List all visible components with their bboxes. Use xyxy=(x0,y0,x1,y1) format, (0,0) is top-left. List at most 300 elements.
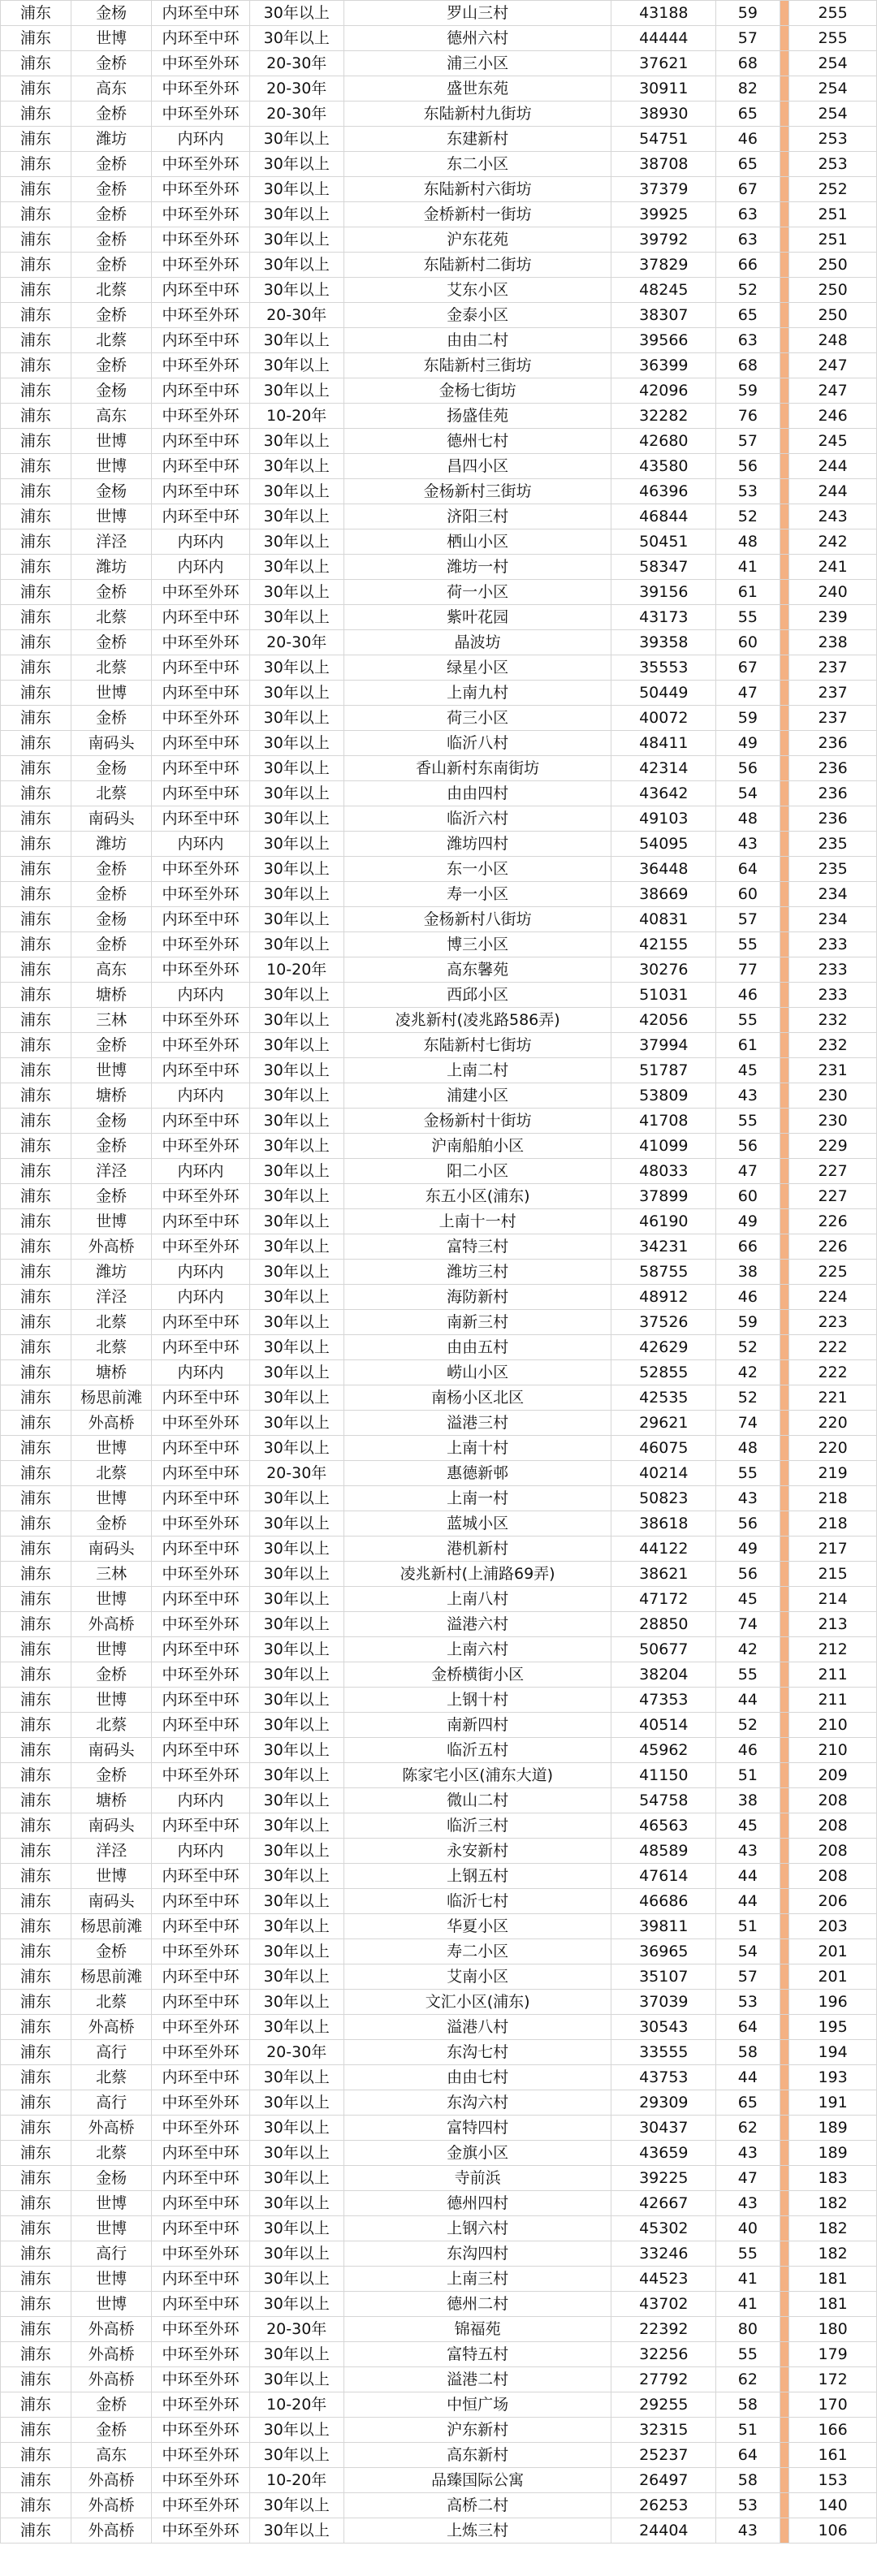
community-cell: 德州六村 xyxy=(343,26,611,51)
table-row xyxy=(1,127,877,152)
score-cell: 243 xyxy=(789,504,877,529)
community-cell: 东二小区 xyxy=(343,152,611,177)
marker-cell xyxy=(780,1134,789,1159)
area-cell: 金桥 xyxy=(71,102,151,127)
count-cell: 56 xyxy=(716,1562,780,1587)
district-cell: 浦东 xyxy=(1,2392,71,2418)
count-cell: 57 xyxy=(716,26,780,51)
marker-cell xyxy=(780,1763,789,1788)
count-cell: 53 xyxy=(716,479,780,504)
score-cell: 235 xyxy=(789,832,877,857)
price-cell: 50823 xyxy=(611,1486,716,1511)
ring-cell: 内环至中环 xyxy=(152,2216,249,2241)
score-cell: 251 xyxy=(789,227,877,253)
price-cell: 37829 xyxy=(611,253,716,278)
marker-cell xyxy=(780,2493,789,2518)
score-cell: 189 xyxy=(789,2116,877,2141)
community-cell: 盛世东苑 xyxy=(343,76,611,102)
age-cell: 30年以上 xyxy=(249,1511,343,1537)
score-cell: 223 xyxy=(789,1310,877,1335)
ring-cell: 中环至外环 xyxy=(152,102,249,127)
table-row xyxy=(1,1385,877,1411)
district-cell: 浦东 xyxy=(1,983,71,1008)
age-cell: 30年以上 xyxy=(249,2493,343,2518)
table-row xyxy=(1,1914,877,1939)
price-cell: 44444 xyxy=(611,26,716,51)
area-cell: 潍坊 xyxy=(71,832,151,857)
score-cell: 237 xyxy=(789,655,877,681)
marker-cell xyxy=(780,655,789,681)
score-cell: 233 xyxy=(789,957,877,983)
community-cell: 东陆新村七街坊 xyxy=(343,1033,611,1058)
area-cell: 金桥 xyxy=(71,630,151,655)
price-cell: 33246 xyxy=(611,2241,716,2267)
ring-cell: 中环至外环 xyxy=(152,1562,249,1587)
age-cell: 30年以上 xyxy=(249,1486,343,1511)
district-cell: 浦东 xyxy=(1,2292,71,2317)
ring-cell: 中环至外环 xyxy=(152,1033,249,1058)
ring-cell: 中环至外环 xyxy=(152,857,249,882)
ring-cell: 内环至中环 xyxy=(152,1436,249,1461)
score-cell: 236 xyxy=(789,781,877,806)
community-cell: 晶波坊 xyxy=(343,630,611,655)
age-cell: 10-20年 xyxy=(249,957,343,983)
price-cell: 29255 xyxy=(611,2392,716,2418)
count-cell: 43 xyxy=(716,1839,780,1864)
district-cell: 浦东 xyxy=(1,1637,71,1662)
area-cell: 金桥 xyxy=(71,1184,151,1209)
district-cell: 浦东 xyxy=(1,2040,71,2065)
score-cell: 191 xyxy=(789,2090,877,2116)
ring-cell: 中环至外环 xyxy=(152,1511,249,1537)
area-cell: 北蔡 xyxy=(71,781,151,806)
count-cell: 43 xyxy=(716,2518,780,2544)
score-cell: 203 xyxy=(789,1914,877,1939)
table-row xyxy=(1,1134,877,1159)
price-cell: 43702 xyxy=(611,2292,716,2317)
table-row xyxy=(1,1285,877,1310)
district-cell: 浦东 xyxy=(1,731,71,756)
area-cell: 高行 xyxy=(71,2040,151,2065)
age-cell: 30年以上 xyxy=(249,907,343,932)
table-row xyxy=(1,1209,877,1234)
score-cell: 225 xyxy=(789,1260,877,1285)
district-cell: 浦东 xyxy=(1,1763,71,1788)
ring-cell: 内环内 xyxy=(152,529,249,555)
price-cell: 46075 xyxy=(611,1436,716,1461)
score-cell: 106 xyxy=(789,2518,877,2544)
district-cell: 浦东 xyxy=(1,2015,71,2040)
area-cell: 潍坊 xyxy=(71,1260,151,1285)
area-cell: 金杨 xyxy=(71,1,151,26)
table-row xyxy=(1,1990,877,2015)
community-cell: 华夏小区 xyxy=(343,1914,611,1939)
age-cell: 30年以上 xyxy=(249,555,343,580)
district-cell: 浦东 xyxy=(1,1134,71,1159)
age-cell: 20-30年 xyxy=(249,51,343,76)
community-cell: 临沂六村 xyxy=(343,806,611,832)
score-cell: 236 xyxy=(789,806,877,832)
community-cell: 紫叶花园 xyxy=(343,605,611,630)
score-cell: 238 xyxy=(789,630,877,655)
count-cell: 76 xyxy=(716,404,780,429)
table-row xyxy=(1,328,877,353)
district-cell: 浦东 xyxy=(1,1486,71,1511)
price-cell: 43753 xyxy=(611,2065,716,2090)
marker-cell xyxy=(780,2367,789,2392)
marker-cell xyxy=(780,127,789,152)
marker-cell xyxy=(780,1511,789,1537)
district-cell: 浦东 xyxy=(1,1436,71,1461)
price-cell: 46563 xyxy=(611,1813,716,1839)
age-cell: 30年以上 xyxy=(249,781,343,806)
area-cell: 外高桥 xyxy=(71,2342,151,2367)
ring-cell: 中环至外环 xyxy=(152,2443,249,2468)
marker-cell xyxy=(780,1335,789,1360)
price-cell: 43642 xyxy=(611,781,716,806)
table-row xyxy=(1,2216,877,2241)
score-cell: 212 xyxy=(789,1637,877,1662)
marker-cell xyxy=(780,983,789,1008)
district-cell: 浦东 xyxy=(1,454,71,479)
marker-cell xyxy=(780,1562,789,1587)
area-cell: 世博 xyxy=(71,26,151,51)
price-cell: 39358 xyxy=(611,630,716,655)
ring-cell: 内环至中环 xyxy=(152,278,249,303)
area-cell: 金桥 xyxy=(71,1939,151,1964)
table-row xyxy=(1,1083,877,1109)
community-cell: 金旗小区 xyxy=(343,2141,611,2166)
count-cell: 56 xyxy=(716,1134,780,1159)
age-cell: 20-30年 xyxy=(249,102,343,127)
marker-cell xyxy=(780,202,789,227)
ring-cell: 中环至外环 xyxy=(152,2015,249,2040)
score-cell: 231 xyxy=(789,1058,877,1083)
score-cell: 236 xyxy=(789,756,877,781)
ring-cell: 中环至外环 xyxy=(152,177,249,202)
marker-cell xyxy=(780,2116,789,2141)
count-cell: 49 xyxy=(716,731,780,756)
score-cell: 170 xyxy=(789,2392,877,2418)
community-cell: 东陆新村二街坊 xyxy=(343,253,611,278)
age-cell: 30年以上 xyxy=(249,1033,343,1058)
ring-cell: 内环至中环 xyxy=(152,1587,249,1612)
price-cell: 42629 xyxy=(611,1335,716,1360)
price-cell: 40214 xyxy=(611,1461,716,1486)
marker-cell xyxy=(780,1411,789,1436)
marker-cell xyxy=(780,1688,789,1713)
area-cell: 南码头 xyxy=(71,1537,151,1562)
table-row xyxy=(1,1763,877,1788)
table-row xyxy=(1,404,877,429)
table-row xyxy=(1,1813,877,1839)
count-cell: 59 xyxy=(716,378,780,404)
ring-cell: 内环至中环 xyxy=(152,2292,249,2317)
community-cell: 上钢十村 xyxy=(343,1688,611,1713)
community-cell: 品臻国际公寓 xyxy=(343,2468,611,2493)
table-row xyxy=(1,983,877,1008)
ring-cell: 中环至外环 xyxy=(152,1662,249,1688)
age-cell: 30年以上 xyxy=(249,1109,343,1134)
age-cell: 30年以上 xyxy=(249,2141,343,2166)
marker-cell xyxy=(780,102,789,127)
age-cell: 30年以上 xyxy=(249,1612,343,1637)
table-row xyxy=(1,2468,877,2493)
age-cell: 30年以上 xyxy=(249,2518,343,2544)
area-cell: 北蔡 xyxy=(71,2065,151,2090)
area-cell: 塘桥 xyxy=(71,1083,151,1109)
district-cell: 浦东 xyxy=(1,2317,71,2342)
price-cell: 26497 xyxy=(611,2468,716,2493)
table-row xyxy=(1,303,877,328)
community-cell: 上南八村 xyxy=(343,1587,611,1612)
district-cell: 浦东 xyxy=(1,2090,71,2116)
area-cell: 高行 xyxy=(71,2090,151,2116)
community-cell: 由由二村 xyxy=(343,328,611,353)
score-cell: 217 xyxy=(789,1537,877,1562)
age-cell: 30年以上 xyxy=(249,2367,343,2392)
count-cell: 67 xyxy=(716,655,780,681)
community-cell: 由由五村 xyxy=(343,1335,611,1360)
district-cell: 浦东 xyxy=(1,1511,71,1537)
marker-cell xyxy=(780,580,789,605)
community-cell: 上钢五村 xyxy=(343,1864,611,1889)
age-cell: 30年以上 xyxy=(249,26,343,51)
score-cell: 250 xyxy=(789,278,877,303)
score-cell: 254 xyxy=(789,51,877,76)
table-row xyxy=(1,1788,877,1813)
district-cell: 浦东 xyxy=(1,1461,71,1486)
count-cell: 59 xyxy=(716,1,780,26)
district-cell: 浦东 xyxy=(1,227,71,253)
district-cell: 浦东 xyxy=(1,1033,71,1058)
area-cell: 杨思前滩 xyxy=(71,1964,151,1990)
count-cell: 77 xyxy=(716,957,780,983)
price-cell: 37899 xyxy=(611,1184,716,1209)
table-row xyxy=(1,152,877,177)
area-cell: 洋泾 xyxy=(71,529,151,555)
district-cell: 浦东 xyxy=(1,2141,71,2166)
ring-cell: 内环至中环 xyxy=(152,1310,249,1335)
district-cell: 浦东 xyxy=(1,2267,71,2292)
area-cell: 北蔡 xyxy=(71,278,151,303)
community-cell: 南新四村 xyxy=(343,1713,611,1738)
ring-cell: 内环至中环 xyxy=(152,907,249,932)
price-cell: 39792 xyxy=(611,227,716,253)
table-row xyxy=(1,1738,877,1763)
marker-cell xyxy=(780,1436,789,1461)
marker-cell xyxy=(780,1159,789,1184)
score-cell: 240 xyxy=(789,580,877,605)
area-cell: 南码头 xyxy=(71,1813,151,1839)
score-cell: 253 xyxy=(789,152,877,177)
ring-cell: 内环内 xyxy=(152,555,249,580)
marker-cell xyxy=(780,630,789,655)
marker-cell xyxy=(780,404,789,429)
count-cell: 46 xyxy=(716,127,780,152)
table-row xyxy=(1,2065,877,2090)
table-row xyxy=(1,1335,877,1360)
district-cell: 浦东 xyxy=(1,1335,71,1360)
count-cell: 43 xyxy=(716,832,780,857)
count-cell: 65 xyxy=(716,102,780,127)
marker-cell xyxy=(780,1184,789,1209)
ring-cell: 内环至中环 xyxy=(152,1738,249,1763)
age-cell: 30年以上 xyxy=(249,1260,343,1285)
count-cell: 52 xyxy=(716,1713,780,1738)
ring-cell: 中环至外环 xyxy=(152,404,249,429)
score-cell: 236 xyxy=(789,731,877,756)
score-cell: 233 xyxy=(789,932,877,957)
community-cell: 金杨新村三街坊 xyxy=(343,479,611,504)
age-cell: 30年以上 xyxy=(249,454,343,479)
ring-cell: 中环至外环 xyxy=(152,1612,249,1637)
score-cell: 181 xyxy=(789,2267,877,2292)
area-cell: 金桥 xyxy=(71,202,151,227)
count-cell: 53 xyxy=(716,1990,780,2015)
price-cell: 48033 xyxy=(611,1159,716,1184)
ring-cell: 中环至外环 xyxy=(152,2090,249,2116)
score-cell: 226 xyxy=(789,1209,877,1234)
score-cell: 182 xyxy=(789,2241,877,2267)
area-cell: 金杨 xyxy=(71,1109,151,1134)
count-cell: 45 xyxy=(716,1813,780,1839)
area-cell: 世博 xyxy=(71,681,151,706)
community-cell: 济阳三村 xyxy=(343,504,611,529)
table-row xyxy=(1,1562,877,1587)
community-cell: 临沂五村 xyxy=(343,1738,611,1763)
area-cell: 北蔡 xyxy=(71,605,151,630)
area-cell: 金杨 xyxy=(71,756,151,781)
age-cell: 30年以上 xyxy=(249,1839,343,1864)
table-row xyxy=(1,1713,877,1738)
ring-cell: 内环至中环 xyxy=(152,504,249,529)
district-cell: 浦东 xyxy=(1,328,71,353)
score-cell: 215 xyxy=(789,1562,877,1587)
ring-cell: 内环至中环 xyxy=(152,454,249,479)
marker-cell xyxy=(780,932,789,957)
community-cell: 由由四村 xyxy=(343,781,611,806)
price-cell: 38204 xyxy=(611,1662,716,1688)
score-cell: 214 xyxy=(789,1587,877,1612)
marker-cell xyxy=(780,1738,789,1763)
count-cell: 55 xyxy=(716,1461,780,1486)
area-cell: 世博 xyxy=(71,2191,151,2216)
ring-cell: 中环至外环 xyxy=(152,1008,249,1033)
count-cell: 38 xyxy=(716,1788,780,1813)
district-cell: 浦东 xyxy=(1,957,71,983)
area-cell: 外高桥 xyxy=(71,2015,151,2040)
count-cell: 47 xyxy=(716,2166,780,2191)
district-cell: 浦东 xyxy=(1,529,71,555)
score-cell: 248 xyxy=(789,328,877,353)
community-cell: 上钢六村 xyxy=(343,2216,611,2241)
age-cell: 30年以上 xyxy=(249,806,343,832)
score-cell: 222 xyxy=(789,1360,877,1385)
area-cell: 金桥 xyxy=(71,227,151,253)
area-cell: 北蔡 xyxy=(71,1335,151,1360)
price-cell: 43188 xyxy=(611,1,716,26)
table-row xyxy=(1,504,877,529)
count-cell: 57 xyxy=(716,907,780,932)
ring-cell: 中环至外环 xyxy=(152,152,249,177)
area-cell: 外高桥 xyxy=(71,2468,151,2493)
price-cell: 42680 xyxy=(611,429,716,454)
marker-cell xyxy=(780,504,789,529)
price-cell: 42096 xyxy=(611,378,716,404)
area-cell: 世博 xyxy=(71,1688,151,1713)
district-cell: 浦东 xyxy=(1,1058,71,1083)
age-cell: 30年以上 xyxy=(249,2443,343,2468)
count-cell: 38 xyxy=(716,1260,780,1285)
age-cell: 30年以上 xyxy=(249,2191,343,2216)
district-cell: 浦东 xyxy=(1,102,71,127)
district-cell: 浦东 xyxy=(1,932,71,957)
price-cell: 28850 xyxy=(611,1612,716,1637)
count-cell: 66 xyxy=(716,1234,780,1260)
ring-cell: 内环至中环 xyxy=(152,1813,249,1839)
area-cell: 金杨 xyxy=(71,907,151,932)
score-cell: 166 xyxy=(789,2418,877,2443)
count-cell: 66 xyxy=(716,253,780,278)
count-cell: 58 xyxy=(716,2468,780,2493)
price-cell: 50451 xyxy=(611,529,716,555)
marker-cell xyxy=(780,227,789,253)
age-cell: 30年以上 xyxy=(249,1411,343,1436)
district-cell: 浦东 xyxy=(1,1411,71,1436)
district-cell: 浦东 xyxy=(1,1537,71,1562)
count-cell: 58 xyxy=(716,2040,780,2065)
price-cell: 33555 xyxy=(611,2040,716,2065)
area-cell: 洋泾 xyxy=(71,1839,151,1864)
district-cell: 浦东 xyxy=(1,1184,71,1209)
area-cell: 南码头 xyxy=(71,731,151,756)
marker-cell xyxy=(780,2040,789,2065)
ring-cell: 内环至中环 xyxy=(152,756,249,781)
table-row xyxy=(1,1537,877,1562)
marker-cell xyxy=(780,1662,789,1688)
marker-cell xyxy=(780,1788,789,1813)
marker-cell xyxy=(780,1260,789,1285)
area-cell: 金桥 xyxy=(71,580,151,605)
marker-cell xyxy=(780,2418,789,2443)
price-cell: 42056 xyxy=(611,1008,716,1033)
age-cell: 30年以上 xyxy=(249,479,343,504)
ring-cell: 内环至中环 xyxy=(152,1209,249,1234)
district-cell: 浦东 xyxy=(1,781,71,806)
marker-cell xyxy=(780,2166,789,2191)
table-row xyxy=(1,655,877,681)
count-cell: 62 xyxy=(716,2116,780,2141)
ring-cell: 内环至中环 xyxy=(152,1713,249,1738)
price-cell: 39811 xyxy=(611,1914,716,1939)
count-cell: 46 xyxy=(716,1285,780,1310)
district-cell: 浦东 xyxy=(1,1310,71,1335)
price-cell: 49103 xyxy=(611,806,716,832)
marker-cell xyxy=(780,378,789,404)
table-row xyxy=(1,2443,877,2468)
table-row xyxy=(1,253,877,278)
age-cell: 10-20年 xyxy=(249,404,343,429)
age-cell: 30年以上 xyxy=(249,1360,343,1385)
marker-cell xyxy=(780,1209,789,1234)
community-cell: 上南二村 xyxy=(343,1058,611,1083)
marker-cell xyxy=(780,1864,789,1889)
ring-cell: 内环至中环 xyxy=(152,2267,249,2292)
price-cell: 50449 xyxy=(611,681,716,706)
area-cell: 南码头 xyxy=(71,806,151,832)
count-cell: 60 xyxy=(716,630,780,655)
